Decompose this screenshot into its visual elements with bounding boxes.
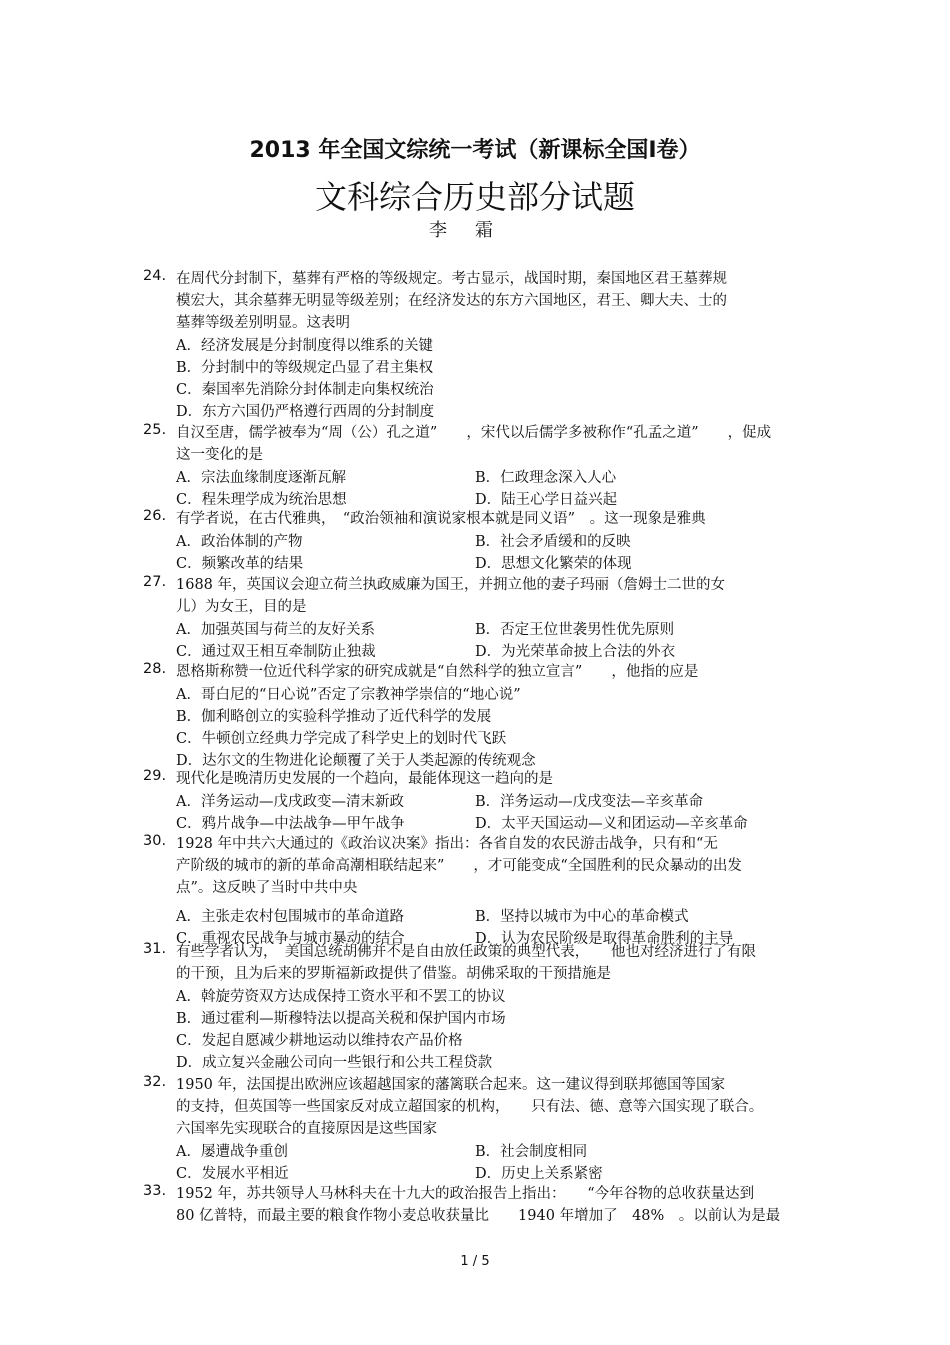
question-stem-line: 1688 年，英国议会迎立荷兰执政威廉为国王，并拥立他的妻子玛丽（詹姆士二世的女 (176, 577, 726, 593)
question-number: 25. (143, 422, 167, 438)
question-stem-line: 儿）为女王，目的是 (176, 599, 307, 615)
question-stem-line: 产阶级的城市的新的革命高潮相联结起来” ，才可能变成“全国胜利的民众暴动的出发 (176, 858, 742, 874)
answer-option[interactable]: D．陆王心学日益兴起 (475, 492, 618, 508)
question-stem-line: 1928 年中共六大通过的《政治议决案》指出：各省自发的农民游击战争，只有和“无 (176, 836, 718, 852)
answer-option[interactable]: B．仁政理念深入人心 (475, 470, 617, 486)
answer-option[interactable]: C．程朱理学成为统治思想 (176, 492, 347, 508)
answer-option[interactable]: D．成立复兴金融公司向一些银行和公共工程贷款 (176, 1055, 493, 1071)
question-stem-line: 80 亿普特，而最主要的粮食作物小麦总收获量比 1940 年增加了 48% 。以前认为是最 (176, 1208, 781, 1224)
question-number: 31. (143, 941, 167, 957)
answer-option[interactable]: B．否定王位世袭男性优先原则 (475, 622, 675, 638)
question-number: 29. (143, 768, 167, 784)
question-stem-line: 恩格斯称赞一位近代科学家的研究成就是“自然科学的独立宣言” ，他指的应是 (176, 664, 699, 680)
answer-option[interactable]: B．社会矛盾缓和的反映 (475, 534, 631, 550)
answer-option[interactable]: B．通过霍利—斯穆特法以提高关税和保护国内市场 (176, 1011, 506, 1027)
question-stem-line: 墓葬等级差别明显。这表明 (176, 315, 350, 331)
answer-option[interactable]: B．伽利略创立的实验科学推动了近代科学的发展 (176, 709, 492, 725)
exam-title: 2013 年全国文综统一考试（新课标全国Ⅰ卷） (249, 138, 701, 163)
question-stem-line: 六国率先实现联合的直接原因是这些国家 (176, 1121, 437, 1137)
answer-option[interactable]: C．秦国率先消除分封体制走向集权统治 (176, 382, 434, 398)
answer-option[interactable]: A．经济发展是分封制度得以维系的关键 (176, 338, 433, 354)
answer-option[interactable]: C．发展水平相近 (176, 1166, 289, 1182)
question-stem-line: 1950 年，法国提出欧洲应该超越国家的藩篱联合起来。这一建议得到联邦德国等国家 (176, 1077, 726, 1093)
answer-option[interactable]: B．洋务运动—戊戌变法—辛亥革命 (475, 794, 704, 810)
author-name: 李霜 (429, 220, 521, 241)
answer-option[interactable]: C．频繁改革的结果 (176, 556, 304, 572)
answer-option[interactable]: A．斡旋劳资双方达成保持工资水平和不罢工的协议 (176, 989, 506, 1005)
question-number: 26. (143, 508, 167, 524)
question-number: 27. (143, 574, 167, 590)
answer-option[interactable]: C．发起自愿减少耕地运动以维持农产品价格 (176, 1033, 463, 1049)
question-stem-line: 这一变化的是 (176, 447, 263, 463)
question-stem-line: 有些学者认为， 美国总统胡佛并不是自由放任政策的典型代表， 他也对经济进行了有限 (176, 944, 756, 960)
question-stem-line: 模宏大，其余墓葬无明显等级差别；在经济发达的东方六国地区，君王、卿大夫、士的 (176, 293, 727, 309)
answer-option[interactable]: B．坚持以城市为中心的革命模式 (475, 909, 689, 925)
answer-option[interactable]: A．政治体制的产物 (176, 534, 303, 550)
question-stem-line: 点”。这反映了当时中共中央 (176, 880, 358, 896)
answer-option[interactable]: C．牛顿创立经典力学完成了科学史上的划时代飞跃 (176, 731, 507, 747)
question-stem-line: 现代化是晚清历史发展的一个趋向，最能体现这一趋向的是 (176, 771, 553, 787)
answer-option[interactable]: C．重视农民战争与城市暴动的结合 (176, 931, 405, 947)
answer-option[interactable]: B．分封制中的等级规定凸显了君主集权 (176, 360, 434, 376)
answer-option[interactable]: B．社会制度相同 (475, 1144, 588, 1160)
question-number: 32. (143, 1074, 167, 1090)
question-number: 24. (143, 268, 167, 284)
question-number: 33. (143, 1183, 167, 1199)
answer-option[interactable]: D．思想文化繁荣的体现 (475, 556, 632, 572)
answer-option[interactable]: D．东方六国仍严格遵行西周的分封制度 (176, 404, 435, 420)
answer-option[interactable]: C．通过双王相互牵制防止独裁 (176, 644, 376, 660)
question-number: 30. (143, 833, 167, 849)
answer-option[interactable]: A．宗法血缘制度逐渐瓦解 (176, 470, 346, 486)
answer-option[interactable]: A．屡遭战争重创 (176, 1144, 288, 1160)
question-stem-line: 自汉至唐，儒学被奉为“周（公）孔之道” ，宋代以后儒学多被称作“孔孟之道” ，促成 (176, 425, 772, 441)
question-stem-line: 的干预，且为后来的罗斯福新政提供了借鉴。胡佛采取的干预措施是 (176, 966, 611, 982)
answer-option[interactable]: A．加强英国与荷兰的友好关系 (176, 622, 375, 638)
answer-option[interactable]: A．哥白尼的“日心说”否定了宗教神学崇信的“地心说” (176, 687, 521, 703)
answer-option[interactable]: D．为光荣革命披上合法的外衣 (475, 644, 676, 660)
answer-option[interactable]: D．历史上关系紧密 (475, 1166, 603, 1182)
answer-option[interactable]: D．认为农民阶级是取得革命胜利的主导 (475, 931, 734, 947)
exam-subtitle: 文科综合历史部分试题 (314, 178, 635, 216)
answer-option[interactable]: A．主张走农村包围城市的革命道路 (176, 909, 404, 925)
answer-option[interactable]: D．太平天国运动—义和团运动—辛亥革命 (475, 816, 748, 832)
question-stem-line: 在周代分封制下，墓葬有严格的等级规定。考古显示，战国时期，秦国地区君王墓葬规 (176, 271, 727, 287)
answer-option[interactable]: C．鸦片战争—中法战争—甲午战争 (176, 816, 405, 832)
page-number: 1 / 5 (460, 1254, 490, 1269)
question-stem-line: 1952 年，苏共领导人马林科夫在十九大的政治报告上指出： “今年谷物的总收获量达到 (176, 1186, 755, 1202)
question-number: 28. (143, 661, 167, 677)
answer-option[interactable]: A．洋务运动—戊戌政变—清末新政 (176, 794, 404, 810)
question-stem-line: 有学者说，在古代雅典， “政治领袖和演说家根本就是同义语” 。这一现象是雅典 (176, 511, 706, 527)
answer-option[interactable]: D．达尔文的生物进化论颠覆了关于人类起源的传统观念 (176, 753, 536, 769)
question-stem-line: 的支持，但英国等一些国家反对成立超国家的机构， 只有法、德、意等六国实现了联合。 (176, 1099, 764, 1115)
